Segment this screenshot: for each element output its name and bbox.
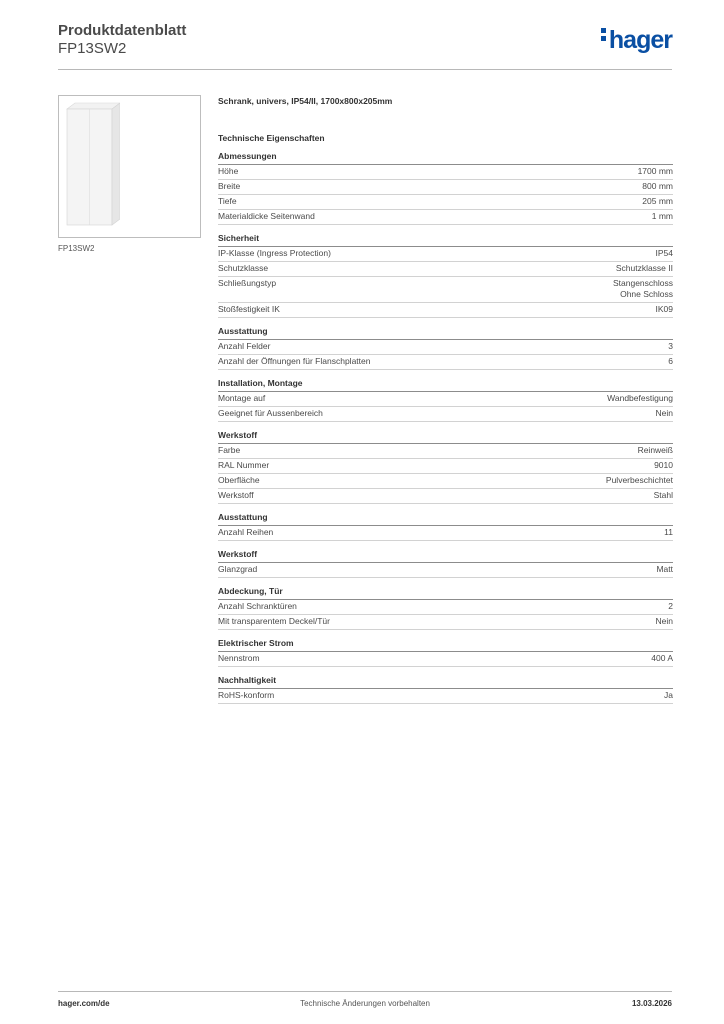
section-title: Installation, Montage bbox=[218, 378, 673, 392]
spec-label: Glanzgrad bbox=[218, 564, 258, 574]
spec-value-line: 11 bbox=[664, 527, 673, 537]
spec-value bbox=[638, 445, 673, 456]
footer-website: hager.com/de bbox=[58, 999, 110, 1008]
spec-label: Anzahl Felder bbox=[218, 341, 271, 351]
spec-row bbox=[218, 340, 673, 355]
spec-label: Mit transparentem Deckel/Tür bbox=[218, 616, 330, 626]
spec-value-line: Reinweiß bbox=[637, 445, 673, 455]
spec-label: Stoßfestigkeit IK bbox=[218, 304, 280, 314]
section-title: Nachhaltigkeit bbox=[218, 675, 673, 689]
spec-label: Montage auf bbox=[218, 393, 266, 403]
spec-label: Farbe bbox=[218, 445, 241, 455]
spec-row bbox=[218, 489, 673, 504]
spec-section bbox=[218, 586, 673, 630]
spec-row bbox=[218, 689, 673, 704]
spec-value bbox=[613, 278, 673, 300]
spec-value-line: Matt bbox=[656, 564, 673, 574]
spec-value-line: Stahl bbox=[653, 490, 673, 500]
spec-label: Tiefe bbox=[218, 196, 237, 206]
spec-row bbox=[218, 459, 673, 474]
spec-label: Schutzklasse bbox=[218, 263, 269, 273]
document-title: Produktdatenblatt bbox=[58, 22, 187, 39]
product-image bbox=[58, 95, 201, 238]
spec-value bbox=[668, 601, 673, 612]
spec-value bbox=[656, 616, 673, 627]
spec-value-line: 400 A bbox=[651, 653, 673, 663]
spec-value bbox=[654, 490, 673, 501]
spec-value bbox=[664, 690, 673, 701]
spec-row bbox=[218, 277, 673, 303]
spec-sections bbox=[218, 151, 673, 704]
spec-label: Höhe bbox=[218, 166, 239, 176]
spec-value bbox=[656, 304, 674, 315]
spec-row bbox=[218, 165, 673, 180]
spec-section bbox=[218, 233, 673, 318]
section-title: Ausstattung bbox=[218, 326, 673, 340]
spec-value-line: 6 bbox=[668, 356, 673, 366]
spec-section bbox=[218, 326, 673, 370]
hager-logo bbox=[601, 26, 672, 55]
spec-value-line: 9010 bbox=[654, 460, 673, 470]
spec-row bbox=[218, 444, 673, 459]
spec-value-line: 3 bbox=[668, 341, 673, 351]
spec-value bbox=[654, 460, 673, 471]
section-title: Ausstattung bbox=[218, 512, 673, 526]
spec-label: Schließungstyp bbox=[218, 278, 277, 288]
section-title: Elektrischer Strom bbox=[218, 638, 673, 652]
page-header bbox=[58, 22, 672, 70]
spec-value bbox=[642, 181, 673, 192]
spec-row bbox=[218, 355, 673, 370]
spec-label: Anzahl Reihen bbox=[218, 527, 274, 537]
logo-text: hager bbox=[608, 26, 672, 54]
spec-row bbox=[218, 210, 673, 225]
spec-section bbox=[218, 675, 673, 704]
spec-value-line: IK09 bbox=[655, 304, 673, 314]
spec-value bbox=[656, 248, 674, 259]
section-title: Abdeckung, Tür bbox=[218, 586, 673, 600]
spec-value bbox=[652, 211, 673, 222]
footer-date: 13.03.2026 bbox=[631, 999, 672, 1008]
spec-value bbox=[656, 564, 673, 575]
spec-value-line: Pulverbeschichtet bbox=[605, 475, 673, 485]
spec-label: Nennstrom bbox=[218, 653, 260, 663]
spec-value-line: Ohne Schloss bbox=[620, 289, 673, 299]
spec-section bbox=[218, 549, 673, 578]
spec-row bbox=[218, 474, 673, 489]
spec-row bbox=[218, 563, 673, 578]
spec-row bbox=[218, 407, 673, 422]
spec-value-line: 205 mm bbox=[642, 196, 673, 206]
spec-label: Anzahl Schranktüren bbox=[218, 601, 297, 611]
logo-dots-icon bbox=[601, 28, 606, 44]
spec-section bbox=[218, 638, 673, 667]
cabinet-illustration-icon bbox=[65, 101, 120, 226]
section-title: Werkstoff bbox=[218, 430, 673, 444]
spec-value bbox=[607, 393, 673, 404]
spec-label: Oberfläche bbox=[218, 475, 260, 485]
spec-row bbox=[218, 195, 673, 210]
footer-note: Technische Änderungen vorbehalten bbox=[300, 999, 430, 1008]
spec-label: Anzahl der Öffnungen für Flanschplatten bbox=[218, 356, 371, 366]
spec-value bbox=[651, 653, 673, 664]
spec-row bbox=[218, 392, 673, 407]
spec-section bbox=[218, 430, 673, 504]
spec-row bbox=[218, 652, 673, 667]
spec-row bbox=[218, 180, 673, 195]
spec-label: Werkstoff bbox=[218, 490, 254, 500]
section-title: Werkstoff bbox=[218, 549, 673, 563]
spec-value bbox=[638, 166, 673, 177]
image-caption: FP13SW2 bbox=[58, 244, 95, 253]
spec-value-line: 2 bbox=[668, 601, 673, 611]
spec-value-line: Nein bbox=[655, 408, 673, 418]
spec-label: Materialdicke Seitenwand bbox=[218, 211, 315, 221]
spec-label: IP-Klasse (Ingress Protection) bbox=[218, 248, 331, 258]
spec-label: RoHS-konform bbox=[218, 690, 275, 700]
spec-value bbox=[664, 527, 673, 538]
spec-label: RAL Nummer bbox=[218, 460, 270, 470]
spec-value-line: 1 mm bbox=[651, 211, 673, 221]
spec-row bbox=[218, 526, 673, 541]
spec-value-line: 800 mm bbox=[642, 181, 673, 191]
spec-value-line: 1700 mm bbox=[637, 166, 673, 176]
spec-label: Geeignet für Aussenbereich bbox=[218, 408, 323, 418]
spec-value bbox=[616, 263, 673, 274]
spec-value bbox=[668, 341, 673, 352]
spec-row bbox=[218, 247, 673, 262]
spec-row bbox=[218, 303, 673, 318]
spec-value bbox=[656, 408, 673, 419]
spec-section bbox=[218, 151, 673, 225]
spec-section bbox=[218, 378, 673, 422]
spec-value-line: IP54 bbox=[655, 248, 673, 258]
spec-value-line: Wandbefestigung bbox=[607, 393, 673, 403]
product-code: FP13SW2 bbox=[58, 40, 127, 57]
spec-value-line: Stangenschloss bbox=[612, 278, 673, 288]
spec-row bbox=[218, 615, 673, 630]
spec-row bbox=[218, 600, 673, 615]
page-footer bbox=[58, 991, 672, 1013]
spec-value bbox=[642, 196, 673, 207]
spec-value bbox=[606, 475, 673, 486]
spec-row bbox=[218, 262, 673, 277]
technical-properties-title: Technische Eigenschaften bbox=[218, 133, 325, 143]
spec-value bbox=[668, 356, 673, 367]
spec-value-line: Nein bbox=[655, 616, 673, 626]
spec-label: Breite bbox=[218, 181, 241, 191]
product-description: Schrank, univers, IP54/II, 1700x800x205mm bbox=[218, 96, 393, 106]
spec-section bbox=[218, 512, 673, 541]
section-title: Abmessungen bbox=[218, 151, 673, 165]
spec-value-line: Schutzklasse II bbox=[615, 263, 673, 273]
section-title: Sicherheit bbox=[218, 233, 673, 247]
specification-panel bbox=[218, 96, 673, 712]
spec-value-line: Ja bbox=[664, 690, 673, 700]
